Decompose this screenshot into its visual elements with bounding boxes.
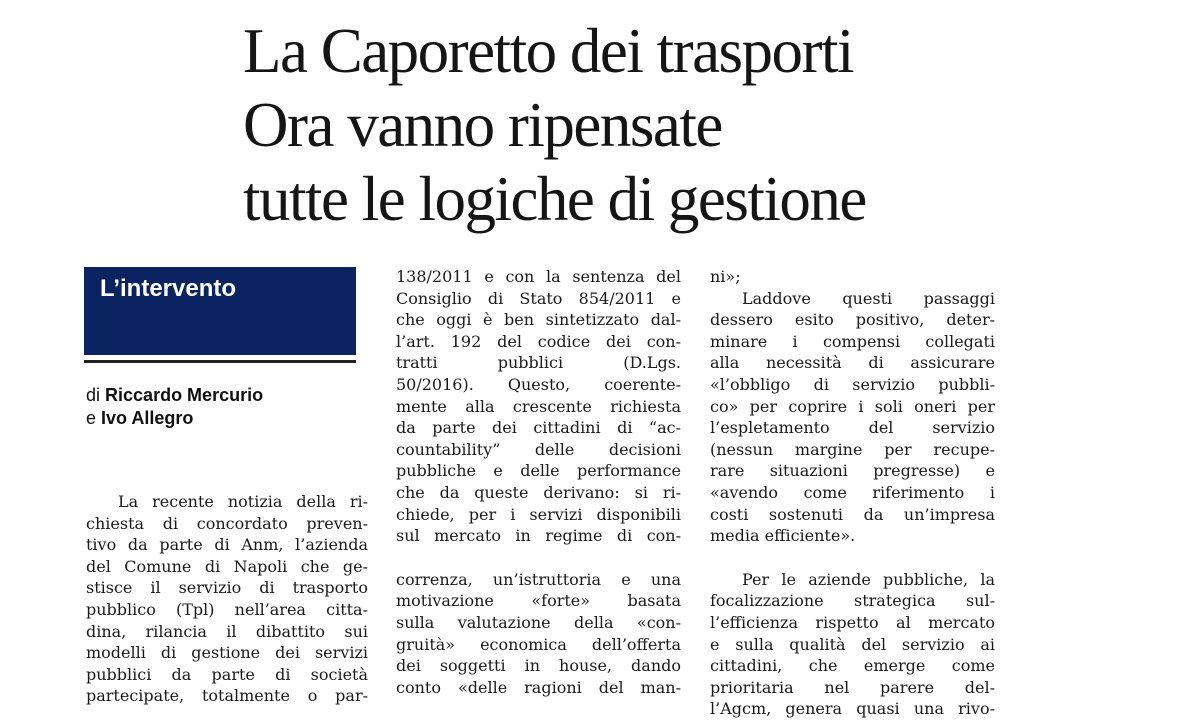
text-line: dina, rilancia il dibattito sui (86, 621, 368, 641)
text-line: chiede, per i servizi disponibili (396, 504, 681, 524)
byline-prefix-1: di (86, 385, 101, 405)
text-line: l’Agcm, genera quasi una rivo- (710, 699, 995, 719)
text-line: dessero esito positivo, deter- (710, 310, 995, 330)
text-line: pubbliche e delle performance (396, 461, 681, 481)
text-line: sulla valutazione della «con- (396, 612, 681, 632)
column-1-paragraph (86, 491, 368, 707)
text-line: mente alla crescente richiesta (396, 396, 681, 416)
text-line: tivo da parte di Anm, l’azienda (86, 535, 368, 555)
text-line: tratti pubblici (D.Lgs. (396, 353, 681, 373)
byline-prefix-2: e (86, 408, 97, 428)
text-line: correnza, un’istruttoria e una (396, 569, 681, 589)
section-divider (84, 360, 356, 363)
text-line: alla necessità di assicurare (710, 353, 995, 373)
section-tag-box (84, 267, 356, 355)
text-line: 50/2016). Questo, coerente- (396, 374, 681, 394)
text-line: stisce il servizio di trasporto (86, 578, 368, 598)
text-line: l’espletamento del servizio (710, 418, 995, 438)
text-line: conto «delle ragioni del man- (396, 677, 681, 697)
article-column-3 (710, 266, 995, 720)
author-name-1: Riccardo Mercurio (105, 385, 264, 405)
text-line: modelli di gestione dei servizi (86, 643, 368, 663)
text-line: che da queste derivano: si ri- (396, 482, 681, 502)
headline-line-2: Ora vanno ripensate (243, 90, 722, 160)
text-line: e sulla qualità del servizio ai (710, 634, 995, 654)
text-line: sul mercato in regime di con- (396, 526, 681, 546)
byline-line-1 (86, 384, 356, 407)
text-line: pubblici da parte di società (86, 664, 368, 684)
headline-line-1: La Caporetto dei trasporti (243, 16, 854, 86)
text-line: co» per coprire i soli oneri per (710, 396, 995, 416)
text-line: prioritaria nel parere del- (710, 677, 995, 697)
text-line: Per le aziende pubbliche, la (710, 569, 995, 589)
article-column-2 (396, 266, 681, 698)
text-line: motivazione «forte» basata (396, 591, 681, 611)
column-2-paragraph-top (396, 266, 681, 547)
text-line: 138/2011 e con la sentenza del (396, 267, 681, 286)
column-gap (396, 547, 681, 569)
text-line: (nessun margine per recupe- (710, 439, 995, 459)
column-2-paragraph-bottom (396, 569, 681, 699)
text-line: «l’obbligo di servizio pubbli- (710, 374, 995, 394)
text-line: media efficiente». (710, 526, 856, 546)
column-3-paragraph-3 (710, 569, 995, 720)
text-line: dei soggetti in house, dando (396, 656, 681, 676)
text-line: cittadini, che emerge come (710, 656, 995, 676)
headline (243, 14, 1003, 236)
text-line: pubblico (Tpl) nell’area citta- (86, 599, 368, 619)
text-line: del Comune di Napoli che ge- (86, 556, 368, 576)
text-line: focalizzazione strategica sul- (710, 591, 995, 611)
text-line: «avendo come riferimento i (710, 482, 995, 502)
text-line: che oggi è ben sintetizzato dal- (396, 310, 681, 330)
text-line: Laddove questi passaggi (710, 288, 995, 308)
text-line: ni»; (710, 267, 741, 286)
article-column-1 (86, 491, 368, 707)
author-name-2: Ivo Allegro (101, 408, 194, 428)
column-3-paragraph-2 (710, 288, 995, 547)
section-tag-label: L’intervento (100, 275, 237, 302)
text-line: gruità» economica dell’offerta (396, 634, 681, 654)
text-line: rare situazioni pregresse) e (710, 461, 995, 481)
text-line: l’art. 192 del codice dei con- (396, 331, 681, 351)
column-gap (710, 547, 995, 569)
byline (86, 384, 356, 430)
byline-line-2 (86, 407, 356, 430)
text-line: da parte dei cittadini di “ac- (396, 418, 681, 438)
text-line: countability” delle decisioni (396, 439, 681, 459)
text-line: l’efficienza rispetto al mercato (710, 612, 995, 632)
text-line: chiesta di concordato preven- (86, 513, 368, 533)
text-line: minare i compensi collegati (710, 331, 995, 351)
column-3-paragraph-1 (710, 266, 995, 288)
text-line: costi sostenuti da un’impresa (710, 504, 995, 524)
text-line: La recente notizia della ri- (86, 492, 368, 511)
headline-line-3: tutte le logiche di gestione (243, 164, 866, 234)
text-line: Consiglio di Stato 854/2011 e (396, 288, 681, 308)
text-line: partecipate, totalmente o par- (86, 686, 368, 706)
